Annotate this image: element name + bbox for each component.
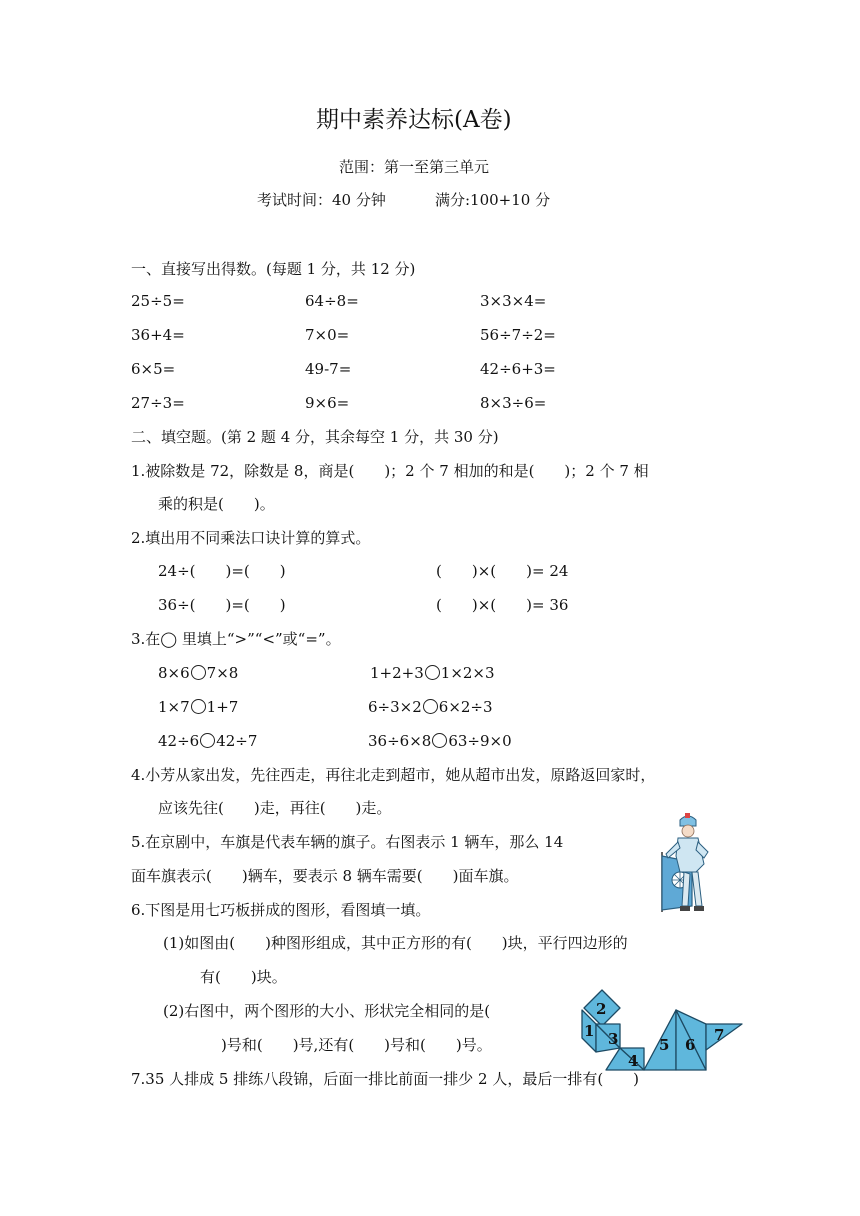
- compare-item: [158, 663, 238, 683]
- question-5-line1: 5.在京剧中，车旗是代表车辆的旗子。右图表示 1 辆车，那么 14: [131, 833, 564, 851]
- calc-item: 9×6=: [305, 394, 350, 412]
- question-6-part1-line2: 有( )块。: [200, 968, 287, 986]
- calc-item: 7×0=: [305, 326, 350, 344]
- compare-item: [158, 731, 257, 751]
- calc-item: 25÷5=: [131, 292, 185, 310]
- question-2-a: 24÷( )=( ): [158, 562, 286, 580]
- section1-heading: 一、直接写出得数。(每题 1 分，共 12 分): [131, 260, 416, 278]
- question-2-b: ( )×( )= 24: [436, 562, 569, 580]
- compare-circle[interactable]: [191, 699, 206, 714]
- section2-heading: 二、填空题。(第 2 题 4 分，其余每空 1 分，共 30 分): [131, 428, 499, 446]
- question-1-line1: 1.被除数是 72，除数是 8，商是( )；2 个 7 相加的和是( )；2 个 7 相: [131, 462, 649, 480]
- compare-right: 6×2÷3: [438, 698, 493, 716]
- tangram-label: 1: [584, 1022, 595, 1040]
- question-6-part2-line2: )号和( )号,还有( )号和( )号。: [221, 1036, 492, 1054]
- calc-item: 6×5=: [131, 360, 176, 378]
- question-2-c: 36÷( )=( ): [158, 596, 286, 614]
- question-4-line1: 4.小芳从家出发，先往西走，再往北走到超市，她从超市出发，原路返回家时，: [131, 766, 656, 784]
- opera-flag-figure: [650, 812, 720, 916]
- compare-left: 42÷6: [158, 732, 200, 750]
- question-1-line2: 乘的积是( )。: [158, 495, 275, 513]
- calc-item: 8×3÷6=: [480, 394, 547, 412]
- compare-item: [368, 731, 512, 751]
- compare-item: [158, 697, 238, 717]
- tangram-label: 3: [608, 1030, 619, 1048]
- compare-right: 1×2×3: [440, 664, 495, 682]
- compare-left: 6÷3×2: [368, 698, 422, 716]
- compare-right: 42÷7: [216, 732, 258, 750]
- page-title: 期中素养达标(A卷): [316, 107, 512, 133]
- tangram-label: 5: [659, 1036, 670, 1054]
- compare-item: [370, 663, 495, 683]
- calc-item: 64÷8=: [305, 292, 359, 310]
- compare-right: 7×8: [206, 664, 239, 682]
- tangram-label: 6: [685, 1036, 696, 1054]
- compare-circle[interactable]: [432, 733, 447, 748]
- question-2-d: ( )×( )= 36: [436, 596, 569, 614]
- tangram-label: 7: [714, 1026, 725, 1044]
- question-4-line2: 应该先往( )走，再往( )走。: [158, 799, 392, 817]
- compare-right: 63÷9×0: [448, 732, 512, 750]
- exam-score: 满分:100+10 分: [435, 191, 551, 209]
- compare-item: [368, 697, 493, 717]
- tangram-figure: [572, 988, 744, 1072]
- compare-left: 8×6: [158, 664, 190, 682]
- compare-left: 1+2+3: [370, 664, 424, 682]
- compare-right: 1+7: [206, 698, 239, 716]
- question-3-stem: 3.在◯ 里填上“>”“<”或“=”。: [131, 630, 341, 648]
- calc-item: 56÷7÷2=: [480, 326, 556, 344]
- question-6-stem: 6.下图是用七巧板拼成的图形，看图填一填。: [131, 901, 431, 919]
- tangram-label: 2: [596, 1000, 607, 1018]
- calc-item: 3×3×4=: [480, 292, 547, 310]
- compare-circle[interactable]: [425, 665, 440, 680]
- tangram-label: 4: [628, 1052, 639, 1070]
- question-6-part2-line1: (2)右图中，两个图形的大小、形状完全相同的是(: [163, 1002, 491, 1020]
- compare-left: 36÷6×8: [368, 732, 432, 750]
- question-5-line2: 面车旗表示( )辆车，要表示 8 辆车需要( )面车旗。: [131, 867, 519, 885]
- calc-item: 42÷6+3=: [480, 360, 556, 378]
- calc-item: 49-7=: [305, 360, 352, 378]
- compare-circle[interactable]: [423, 699, 438, 714]
- compare-circle[interactable]: [200, 733, 215, 748]
- question-7-line1: 7.35 人排成 5 排练八段锦，后面一排比前面一排少 2 人，最后一排有( ): [131, 1070, 640, 1088]
- compare-left: 1×7: [158, 698, 190, 716]
- calc-item: 27÷3=: [131, 394, 185, 412]
- question-2-stem: 2.填出用不同乘法口诀计算的算式。: [131, 529, 371, 547]
- question-6-part1-line1: (1)如图由( )种图形组成，其中正方形的有( )块，平行四边形的: [163, 934, 628, 952]
- calc-item: 36+4=: [131, 326, 185, 344]
- exam-time: 考试时间：40 分钟: [257, 191, 386, 209]
- exam-range: 范围：第一至第三单元: [339, 158, 490, 176]
- compare-circle[interactable]: [191, 665, 206, 680]
